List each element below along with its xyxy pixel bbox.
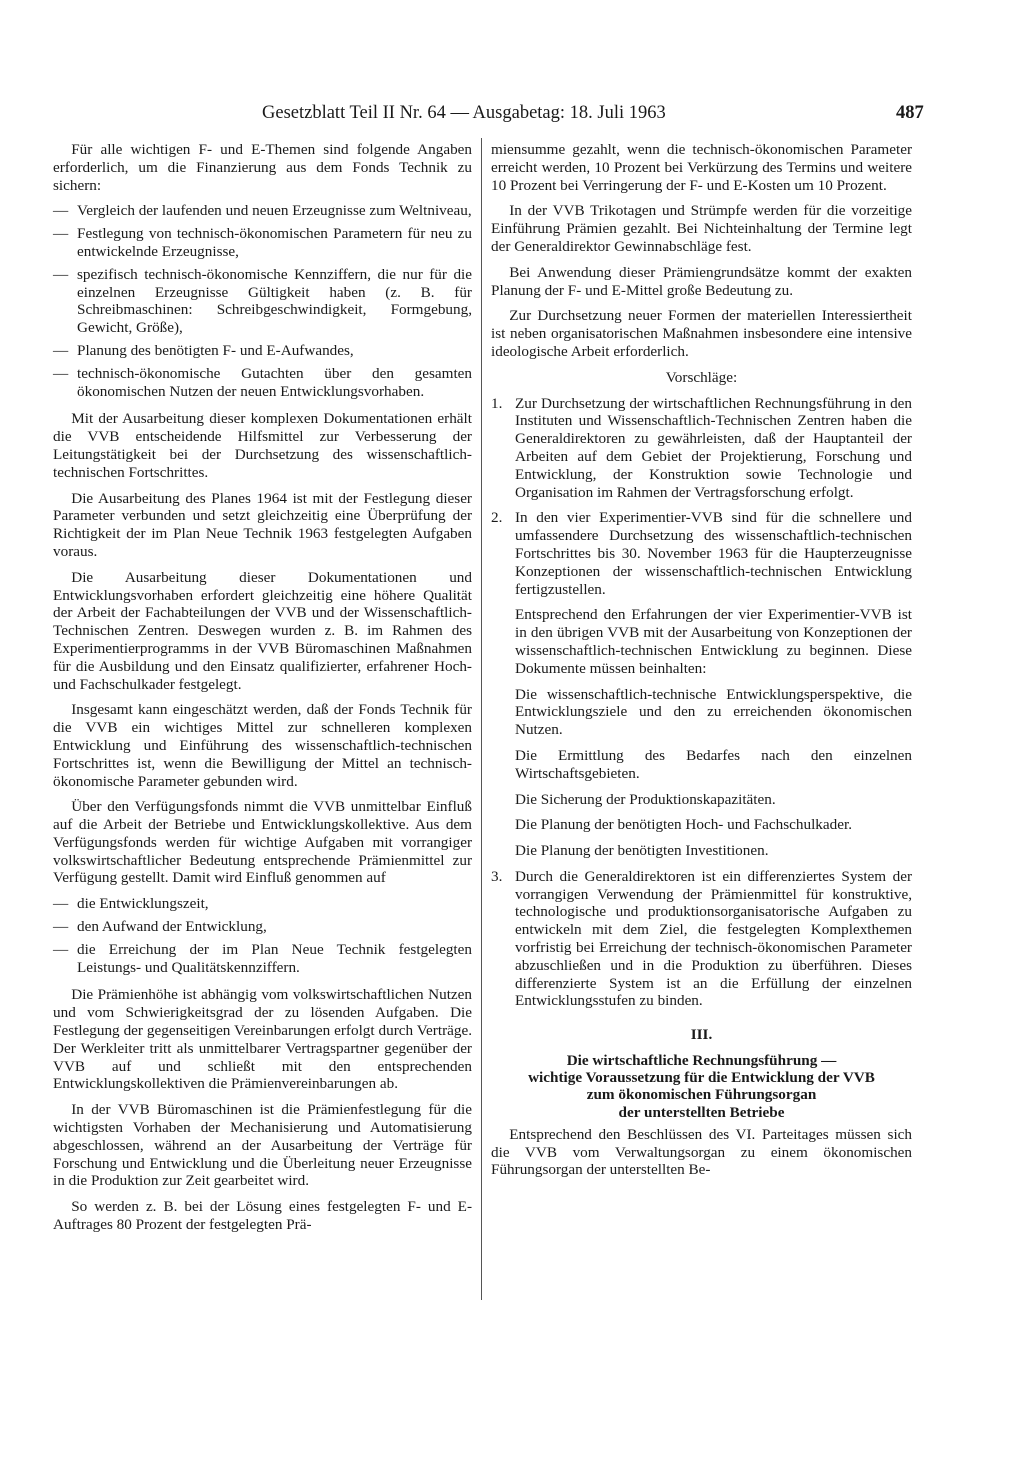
header-title: Gesetzblatt Teil II Nr. 64 — Ausgabetag: 18. Juli 1963 <box>262 103 666 123</box>
paragraph: Insgesamt kann eingeschätzt werden, daß der Fonds Technik für die VVB ein wichtiges Mittel zur schnelleren komplexen Entwicklung und Einführung des wissenschaftlich-technischen Fortschrittes ist, wenn die Bewilligung der Mittel an technisch-ökonomische Parameter gebunden wird. <box>53 701 472 790</box>
sub-paragraph: Die Sicherung der Produktionskapazitäten. <box>515 790 776 808</box>
numbered-item: 2. In den vier Experimentier-VVB sind für die schnellere und umfassendere Durchsetzung des wissenschaftlich-technischen Fortschrittes bis 30. November 1963 für die Haupterzeugnisse Konzeptionen der wissenschaftlich-technischen Entwicklung fertigzustellen. <box>491 509 912 598</box>
numbered-item: 3. Durch die Generaldirektoren ist ein differenziertes System der vorrangigen Verwendung der Prämienmittel für konstruktive, technologische und produktionsorganisatorische Aufgaben zu entwickeln mit dem Ziel, die festgelegten Komplexthemen vorfristig bei Erreichung der technisch-ökonomischen Parameter abzuschließen und in die Produktion zu überführen. Dieses differenzierte System ist an die Erfüllung der einzelnen Entwicklungsstufen zu binden. <box>491 867 912 1010</box>
list-item: — spezifisch technisch-ökonomische Kennziffern, die nur für die einzelnen Erzeugnisse Gültigkeit haben (z. B. für Schreibmaschinen: Schreibgeschwindigkeit, Formgebung, Gewicht, Größe), <box>53 265 472 337</box>
paragraph: So werden z. B. bei der Lösung eines festgelegten F- und E-Auftrages 80 Prozent der festgelegten Prä- <box>53 1198 472 1234</box>
paragraph: miensumme gezahlt, wenn die technisch-ökonomischen Parameter erreicht werden, 10 Prozent bei Verkürzung des Termins und weitere 10 Prozent bei Verringerung der F- und E-Kosten um 10 Prozent. <box>491 141 912 194</box>
paragraph: In der VVB Trikotagen und Strümpfe werden für die vorzeitige Einführung Prämien gezahlt. Bei Nichteinhaltung der Termine legt der Generaldirektor Gewinnabschläge fest. <box>491 202 912 255</box>
paragraph: Die Ausarbeitung des Planes 1964 ist mit der Festlegung dieser Parameter verbunden und setzt gleichzeitig eine Überprüfung der Richtigkeit der im Plan Neue Technik 1963 festgelegten Aufgaben voraus. <box>53 489 472 560</box>
sub-paragraph: Die Ermittlung des Bedarfes nach den einzelnen Wirtschaftsgebieten. <box>515 746 912 782</box>
list-item: — technisch-ökonomische Gutachten über den gesamten ökonomischen Nutzen der neuen Entwicklungsvorhaben. <box>53 364 472 400</box>
sub-paragraph: Entsprechend den Erfahrungen der vier Experimentier-VVB ist in den übrigen VVB mit der Ausarbeitung von Konzeptionen der wissenschaftlich-technischen Entwicklung zu beginnen. Diese Dokumente müssen beinhalten: <box>515 606 912 677</box>
page-number: 487 <box>896 103 924 123</box>
paragraph: Über den Verfügungsfonds nimmt die VVB unmittelbar Einfluß auf die Arbeit der Betriebe und Entwicklungskollektive. Aus dem Verfügungsfonds werden für wichtige Aufgaben mit vorrangiger volkswirtschaftlicher Bedeutung entsprechende Prämienmittel zur Verfügung gestellt. Damit wird Einfluß genommen auf <box>53 798 472 887</box>
list-item: — Planung des benötigten F- und E-Aufwandes, <box>53 341 354 359</box>
paragraph: Zur Durchsetzung neuer Formen der materiellen Interessiertheit ist neben organisatorischen Maßnahmen insbesondere eine intensive ideologische Arbeit erforderlich. <box>491 307 912 360</box>
section-heading: Die wirtschaftliche Rechnungsführung — wichtige Voraussetzung für die Entwicklung der VVB zum ökonomischen Führungsorgan der unterstellten Betriebe <box>528 1052 875 1121</box>
right-column <box>491 141 912 1187</box>
left-column <box>53 141 472 1242</box>
list-item: — den Aufwand der Entwicklung, <box>53 918 267 936</box>
paragraph: Entsprechend den Beschlüssen des VI. Parteitages müssen sich die VVB vom Verwaltungsorgan zu einem ökonomischen Führungsorgan der unterstellten Be- <box>491 1125 912 1179</box>
sub-paragraph: Die Planung der benötigten Investitionen. <box>515 842 769 860</box>
page-header <box>0 100 1024 126</box>
list-item: — Festlegung von technisch-ökonomischen Parametern für neu zu entwickelnde Erzeugnisse, <box>53 225 472 260</box>
paragraph: Die Ausarbeitung dieser Dokumentationen und Entwicklungsvorhaben erfordert gleichzeitig eine höhere Qualität der Arbeit der Fachabteilungen der VVB und der Wissenschaftlich-Technischen Zentren. Deswegen wurden z. B. im Rahmen des Experimentierprogramms in der VVB Büromaschinen Maßnahmen für die Ausbildung und den Einsatz qualifizierter, erfahrener Hoch- und Fachschulkader festgelegt. <box>53 568 472 693</box>
list-item: — die Erreichung der im Plan Neue Technik festgelegten Leistungs- und Qualitätskennziffern. <box>53 940 472 976</box>
list-heading: Vorschläge: <box>665 368 738 386</box>
numbered-item: 1. Zur Durchsetzung der wirtschaftlichen Rechnungsführung in den Instituten und Wissenschaftlich-Technischen Zentren haben die Generaldirektoren zu gewährleisten, daß der Hauptanteil der Arbeiten auf dem Gebiet der Projektierung, Forschung und Entwicklung, der Konstruktion sowie Technologie und Organisation im Rahmen der Vertragsforschung erfolgt. <box>491 394 912 501</box>
list-item: — Vergleich der laufenden und neuen Erzeugnisse zum Weltniveau, <box>53 202 472 220</box>
section-number: III. <box>690 1026 713 1044</box>
paragraph: Für alle wichtigen F- und E-Themen sind folgende Angaben erforderlich, um die Finanzierung aus dem Fonds Technik zu sichern: <box>53 141 472 194</box>
column-divider <box>481 138 482 1300</box>
paragraph: Bei Anwendung dieser Prämiengrundsätze kommt der exakten Planung der F- und E-Mittel große Bedeutung zu. <box>491 263 912 299</box>
paragraph: In der VVB Büromaschinen ist die Prämienfestlegung für die wichtigsten Vorhaben der Mechanisierung und Automatisierung abgeschlossen, während an der Ausarbeitung der Verträge für Forschung und Entwicklung und die Überleitung neuer Erzeugnisse in die Produktion zur Zeit gearbeitet wird. <box>53 1101 472 1190</box>
sub-paragraph: Die wissenschaftlich-technische Entwicklungsperspektive, die Entwicklungsziele und den zu erreichenden ökonomischen Nutzen. <box>515 685 912 739</box>
sub-paragraph: Die Planung der benötigten Hoch- und Fachschulkader. <box>515 816 852 834</box>
paragraph: Mit der Ausarbeitung dieser komplexen Dokumentationen erhält die VVB entscheidende Hilfsmittel zur Verbesserung der Leitungstätigkeit bei der Durchsetzung des wissenschaftlich-technischen Fortschrittes. <box>53 410 472 481</box>
paragraph: Die Prämienhöhe ist abhängig vom volkswirtschaftlichen Nutzen und vom Schwierigkeitsgrad der zu lösenden Aufgaben. Die Festlegung der gegenseitigen Vereinbarungen erfolgt durch Verträge. Der Werkleiter tritt als unmittelbarer Vertragspartner gegenüber der VVB auf und schließt mit den entsprechenden Entwicklungskollektiven die Prämienvereinbarungen ab. <box>53 986 472 1093</box>
list-item: — die Entwicklungszeit, <box>53 895 209 913</box>
